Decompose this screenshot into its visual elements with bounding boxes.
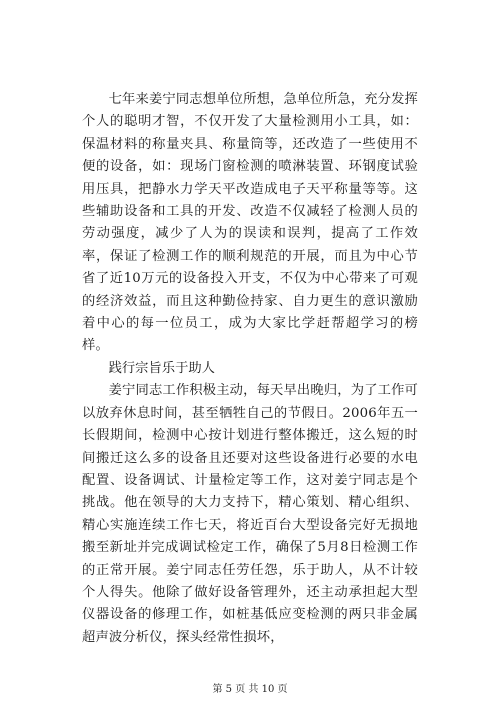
paragraph-relocation: 姜宁同志工作积极主动，每天早出晚归，为了工作可以放弃休息时间，甚至牺牲自己的节假日。2006年五一长假期间，检测中心按计划进行整体搬迁，这么短的时间搬迁这么多的设备且还要对这些设备进行必要的水电配置、设备调试、计量检定等工作，这对姜宁同志是个挑战。他在领导的大力支持下，精心策划、精心组织、精心实施连续工作七天，将近百台大型设备完好无损地搬至新址并完成调试检定工作，确保了5月8日检测工作的正常开展。姜宁同志任劳任怨，乐于助人，从不计较个人得失。他除了做好设备管理外，还主动承担起大型仪器设备的修理工作，如桩基低应变检测的两只非金属超声波分析仪，探头经常性损坏， bbox=[82, 383, 418, 645]
page-footer: 第 5 页 共 10 页 bbox=[212, 684, 288, 695]
page-body bbox=[82, 89, 418, 649]
section-heading: 践行宗旨乐于助人 bbox=[108, 360, 215, 376]
paragraph-equipment-innovation: 七年来姜宁同志想单位所想，急单位所急，充分发挥个人的聪明才智，不仅开发了大量检测用小工具，如：保温材料的称量夹具、称量筒等，还改造了一些使用不便的设备，如：现场门窗检测的喷淋装置、环钢度试验用压具，把静水力学天平改造成电子天平称量等等。这些辅助设备和工具的开发、改造不仅减轻了检测人员的劳动强度，减少了人为的误读和误判，提高了工作效率，保证了检测工作的顺利规范的开展，而且为中心节省了近10万元的设备投入开支，不仅为中心带来了可观的经济效益，而且这种勤俭持家、自力更生的意识激励着中心的每一位员工，成为大家比学赶帮超学习的榜样。 bbox=[82, 92, 418, 354]
